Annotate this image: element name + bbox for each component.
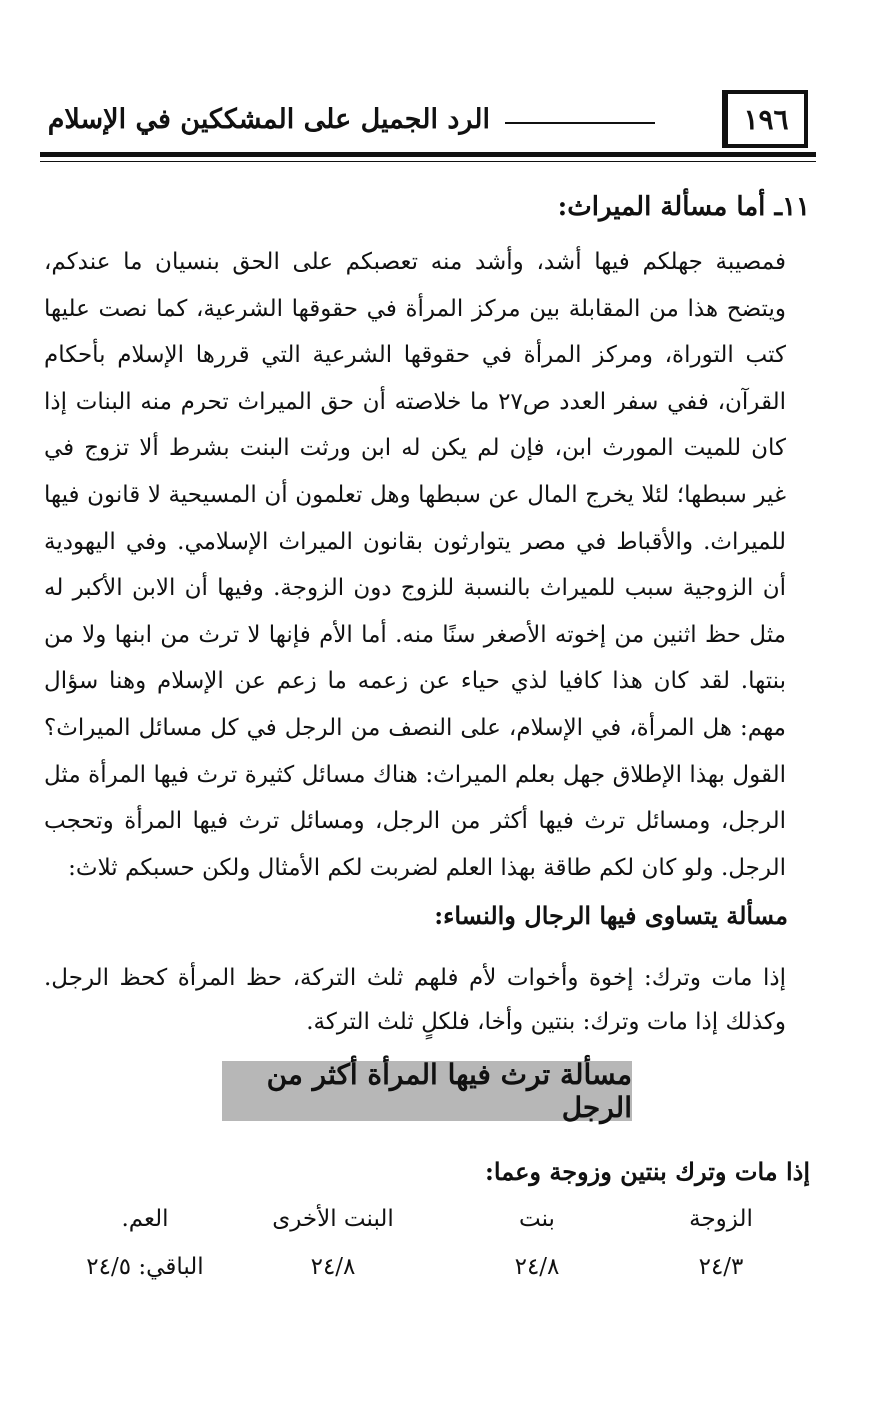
- page-number: ١٩٦: [722, 90, 808, 148]
- header-rule-thin: [40, 161, 816, 162]
- share-uncle: الباقي: ٢٤/٥: [86, 1254, 204, 1280]
- heir-label-other-daughter: البنت الأخرى: [272, 1206, 394, 1232]
- heir-label-uncle: العم.: [121, 1206, 169, 1232]
- section-heading: ١١ـ أما مسألة الميراث:: [557, 192, 810, 222]
- equal-case-paragraph: إذا مات وترك: إخوة وأخوات لأم فلهم ثلث التركة، حظ المرأة كحظ الرجل. وكذلك إذا مات وترك: بنتين وأخا، فلكلٍ ثلث التركة.: [44, 965, 786, 1035]
- example-heading: إذا مات وترك بنتين وزوجة وعما:: [485, 1157, 810, 1186]
- heir-label-daughter: بنت: [519, 1206, 555, 1232]
- equal-case-heading: مسألة يتساوى فيها الرجال والنساء:: [434, 901, 788, 930]
- share-daughter: ٢٤/٨: [514, 1254, 560, 1280]
- body-paragraph: فمصيبة جهلكم فيها أشد، وأشد منه تعصبكم على الحق بنسيان ما عندكم، ويتضح هذا من المقابلة بين مركز المرأة في حقوقها الشرعية، كما نصت عليها كتب التوراة، ومركز المرأة في حقوقها الشرعية التي قررها الإسلام بأحكام القرآن، ففي سفر العدد ص٢٧ ما خلاصته أن حق الميراث تحرم منه البنات إذا كان للميت المورث ابن، فإن لم يكن له ابن ورثت البنت بشرط ألا تزوج في غير سبطها؛ لئلا يخرج المال عن سبطها وهل تعلمون أن المسيحية لا قانون فيها للميراث. والأقباط في مصر يتوارثون بقانون الميراث الإسلامي. وفي اليهودية أن الزوجية سبب للميراث بالنسبة للزوج دون الزوجة. وفيها أن الابن الأكبر له مثل حظ اثنين من إخوته الأصغر سنًا منه. أما الأم فإنها لا ترث من ابنها ولا من بنتها. لقد كان هذا كافيا لذي حياء عن زعمه ما زعم عن الإسلام وهنا سؤال مهم: هل المرأة، في الإسلام، على النصف من الرجل في كل مسائل الميراث؟ القول بهذا الإطلاق جهل بعلم الميراث: هناك مسائل كثيرة ترث فيها المرأة مثل الرجل، ومسائل ترث فيها أكثر من الرجل، ومسائل ترث فيها المرأة وتحجب الرجل. ولو كان لكم طاقة بهذا العلم لضربت لكم الأمثال ولكن حسبكم ثلاث:: [44, 249, 786, 881]
- banner-text: مسألة ترث فيها المرأة أكثر من الرجل: [266, 1058, 632, 1124]
- header-rule-thick: [40, 152, 816, 157]
- share-other-daughter: ٢٤/٨: [310, 1254, 356, 1280]
- share-wife: ٢٤/٣: [698, 1254, 744, 1280]
- running-title: الرد الجميل على المشككين في الإسلام: [47, 104, 490, 135]
- section-banner: [222, 1058, 632, 1124]
- header-dash: [505, 122, 655, 124]
- heir-label-wife: الزوجة: [689, 1206, 753, 1232]
